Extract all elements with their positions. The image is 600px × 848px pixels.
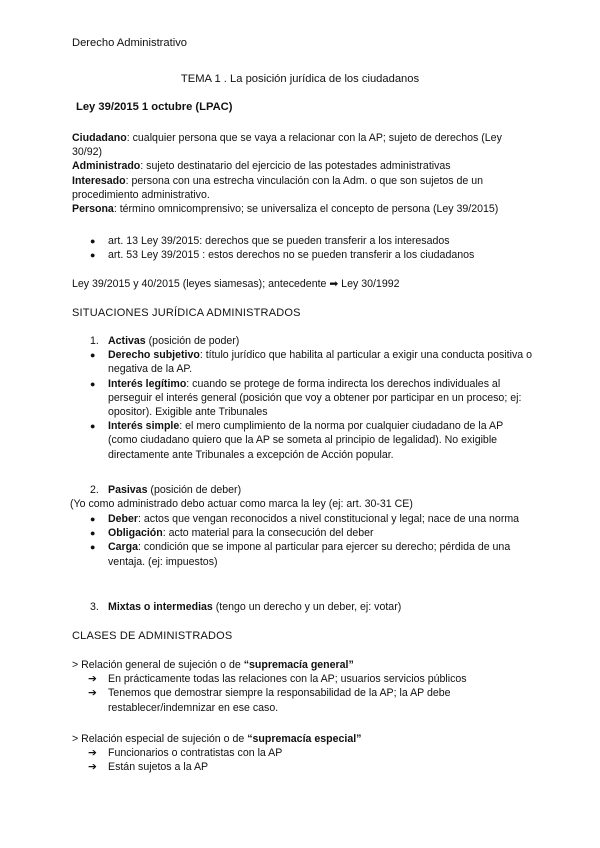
bullet-icon: ● (90, 421, 96, 432)
definition-administrado (72, 159, 532, 173)
situaciones-heading: SITUACIONES JURÍDICA ADMINISTRADOS (72, 307, 301, 319)
activas-heading: 1. Activas (posición de poder) (90, 335, 240, 347)
pasivas-note: (Yo como administrado debo actuar como marca la ley (ej: art. 30-31 CE) (70, 498, 413, 510)
bullet-icon: ● (90, 350, 96, 361)
definition-persona (72, 202, 532, 216)
siamese-laws: Ley 39/2015 y 40/2015 (leyes siamesas); antecedente ➡ Ley 30/1992 (72, 278, 400, 290)
list-item: ➔ Están sujetos a la AP (88, 761, 209, 774)
definition-term: Interesado (72, 174, 126, 187)
definition-text: : persona con una estrecha vinculación con la Adm. o que son sujetos de un procedimiento administrativo. (72, 174, 484, 201)
bullet-icon: ● (90, 236, 96, 246)
pasivas-heading: 2. Pasivas (posición de deber) (90, 484, 242, 496)
list-item: ➔ En prácticamente todas las relaciones con la AP; usuarios servicios públicos (88, 673, 467, 686)
definition-text: : término omnicomprensivo; se universaliza el concepto de persona (Ley 39/2015) (113, 203, 499, 216)
mixtas-section (72, 600, 532, 614)
especial-relation (72, 732, 532, 775)
pasivas-section (72, 483, 532, 497)
arrow-icon: ➔ (88, 673, 97, 686)
articles-list (72, 234, 532, 262)
arrow-icon: ➔ (88, 761, 97, 774)
activas-list (72, 348, 532, 462)
general-relation (72, 658, 532, 715)
bullet-icon: ● (90, 528, 96, 539)
list-item: ➔ Funcionarios o contratistas con la AP (88, 747, 283, 760)
general-heading: > Relación general de sujeción o de “supremacía general” (72, 659, 354, 671)
definition-text: : cualquier persona que se vaya a relacionar con la AP; sujeto de derechos (Ley 30/92) (72, 132, 502, 159)
law-heading: Ley 39/2015 1 octubre (LPAC) (76, 101, 233, 113)
page-title: TEMA 1 . La posición jurídica de los ciudadanos (180, 73, 420, 85)
definition-text: : sujeto destinatario del ejercicio de las potestades administrativas (140, 160, 451, 173)
list-item: ➔ Tenemos que demostrar siempre la responsabilidad de la AP; la AP debe restablecer/indemnizar en ese caso. (88, 687, 451, 714)
clases-heading: CLASES DE ADMINISTRADOS (72, 630, 233, 642)
activas-section (72, 334, 532, 462)
general-list (72, 672, 532, 715)
list-item: ● Derecho subjetivo: título jurídico que habilita al particular a exigir una conducta positiva o negativa de la AP. (90, 349, 532, 376)
list-item: ● art. 13 Ley 39/2015: derechos que se pueden transferir a los interesados (90, 235, 450, 247)
bullet-icon: ● (90, 514, 96, 524)
list-item: ● Carga: condición que se impone al particular para ejercer su derecho; pérdida de una ventaja. (ej: impuestos) (90, 541, 511, 568)
list-item: ● Interés legítimo: cuando se protege de forma indirecta los derechos individuales al perseguir el interés general (posición que voy a obtener por participar en un proceso; ej: opositor). Exigible ante Tribunales (90, 377, 522, 419)
list-item: ● Obligación: acto material para la consecución del deber (90, 527, 374, 540)
definitions-block (72, 131, 532, 216)
list-item: ● Interés simple: el mero cumplimiento de la norma por cualquier ciudadano de la AP (como ciudadano quiero que la AP se someta al principio de legalidad). No exigible directamente ante Tribunales a excepción de Acción popular. (90, 420, 503, 461)
definition-interesado (72, 174, 532, 202)
definition-term: Persona (72, 203, 114, 216)
arrow-icon: ➔ (88, 747, 97, 760)
arrow-icon: ➔ (88, 687, 97, 700)
definition-term: Administrado (72, 160, 141, 173)
list-item: ● art. 53 Ley 39/2015 : estos derechos no se pueden transferir a los ciudadanos (90, 249, 475, 262)
page-header: Derecho Administrativo (72, 37, 188, 49)
definition-term: Ciudadano (72, 132, 127, 144)
bullet-icon: ● (90, 378, 96, 389)
mixtas-heading: 3. Mixtas o intermedias (tengo un derecho y un deber, ej: votar) (90, 601, 402, 613)
pasivas-list (72, 512, 532, 569)
bullet-icon: ● (90, 542, 96, 553)
bullet-icon: ● (90, 250, 96, 261)
list-item: ● Deber: actos que vengan reconocidos a nivel constitucional y legal; nace de una norma (90, 513, 520, 525)
especial-list (72, 746, 532, 774)
definition-ciudadano (72, 131, 532, 159)
especial-heading: > Relación especial de sujeción o de “supremacía especial” (72, 733, 362, 745)
